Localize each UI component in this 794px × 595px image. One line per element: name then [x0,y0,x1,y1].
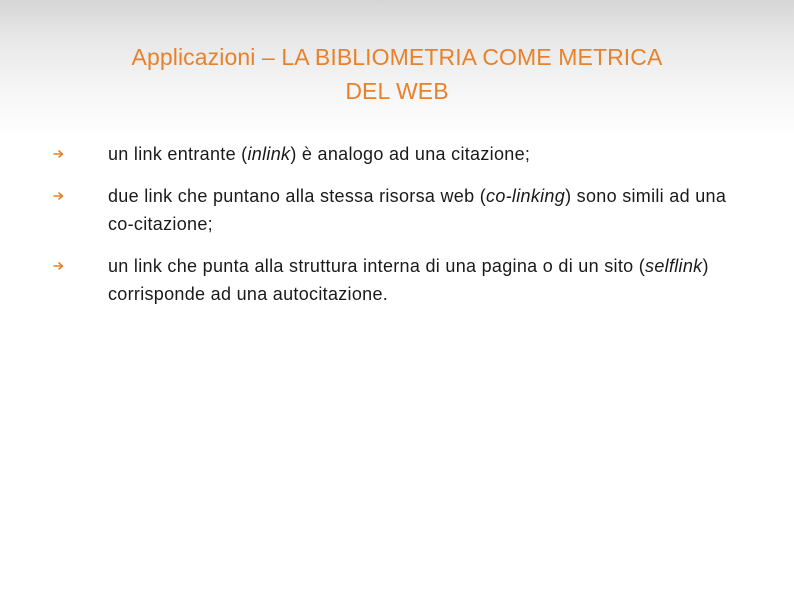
arrow-right-icon [53,191,65,201]
bullet-text-after: ) corrisponde ad una autocitazione. [108,256,709,304]
bullet-item-inlink [0,140,794,168]
bullet-list [0,140,794,308]
bullet-text-after: ) è analogo ad una citazione; [290,144,531,164]
bullet-item-selflink [0,252,794,308]
arrow-right-icon [53,149,65,159]
slide-title-line-1: Applicazioni – LA BIBLIOMETRIA COME METRICA [131,44,663,70]
slide-title-line-2: DEL WEB [345,78,449,104]
arrow-right-icon [53,261,65,271]
bullet-text-before: un link che punta alla struttura interna di una pagina o di un sito ( [108,256,646,276]
bullet-text-after: ) sono simili ad una co-citazione; [108,186,727,234]
bullet-term: selflink [645,256,703,276]
bullet-item-co-linking [0,182,794,238]
bullet-term: co-linking [486,186,566,206]
bullet-term: inlink [247,144,291,164]
bullet-text-before: un link entrante ( [108,144,248,164]
bullet-text-before: due link che puntano alla stessa risorsa web ( [108,186,487,206]
slide-title [40,40,754,108]
